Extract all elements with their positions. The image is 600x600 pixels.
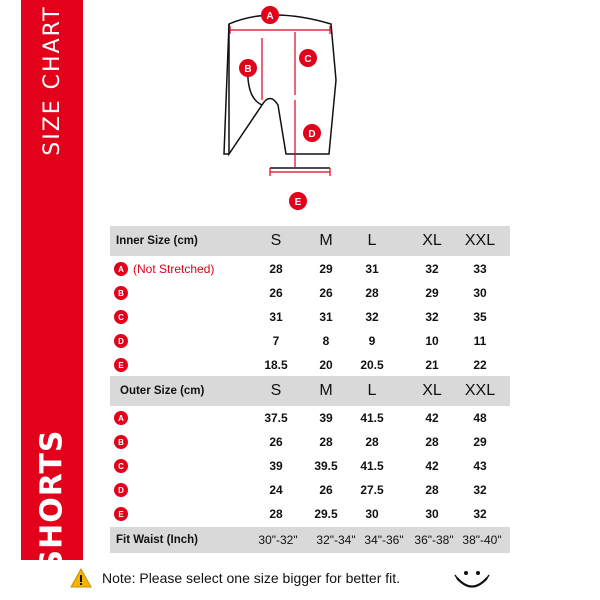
inner-value: 30 (473, 286, 487, 300)
outer-value: 28 (425, 483, 439, 497)
inner-row-label (110, 329, 128, 353)
outer-value: 26 (269, 435, 283, 449)
size-chart-title: SIZE CHART (39, 4, 65, 156)
inner-row-label (110, 353, 128, 377)
outer-value: 42 (425, 411, 439, 425)
inner-value: 11 (473, 334, 487, 348)
outer-header-row (110, 379, 510, 403)
outer-value: 43 (473, 459, 487, 473)
inner-value: 32 (425, 310, 439, 324)
inner-value: 9 (368, 334, 376, 348)
outer-row (110, 502, 510, 526)
outer-value: 28 (425, 435, 439, 449)
marker-d-label: D (308, 129, 316, 140)
outer-value: 39 (319, 411, 333, 425)
inner-row (110, 353, 510, 377)
inner-value: 33 (473, 262, 487, 276)
inner-row-label (110, 257, 214, 281)
note (70, 563, 400, 593)
size-m: M (319, 232, 333, 249)
size-xxl: XXL (464, 382, 496, 399)
size-l: L (367, 382, 377, 399)
outer-row-label (110, 478, 128, 502)
inner-row-label (110, 305, 128, 329)
size-xxl: XXL (464, 232, 496, 249)
outer-row (110, 430, 510, 454)
marker-badge: E (114, 507, 128, 521)
outer-row-label (110, 406, 128, 430)
fit-waist-xl: 36"-38" (414, 533, 454, 547)
inner-row-label (110, 281, 128, 305)
outer-row (110, 406, 510, 430)
outer-value: 28 (269, 507, 283, 521)
inner-value: 20.5 (360, 358, 384, 372)
inner-value: 32 (425, 262, 439, 276)
inner-value: 21 (425, 358, 439, 372)
outer-size-title: Outer Size (cm) (120, 385, 205, 397)
outer-value: 28 (319, 435, 333, 449)
inner-header-row (110, 229, 510, 253)
inner-value: 18.5 (264, 358, 288, 372)
inner-value: 26 (269, 286, 283, 300)
fit-waist-label: Fit Waist (Inch) (116, 534, 198, 546)
outer-value: 29 (473, 435, 487, 449)
marker-e-label: E (294, 197, 302, 208)
outer-row-label (110, 502, 128, 526)
outer-value: 28 (365, 435, 379, 449)
marker-badge: D (114, 334, 128, 348)
marker-badge: B (114, 286, 128, 300)
outer-value: 37.5 (264, 411, 288, 425)
inner-value: 31 (319, 310, 333, 324)
inner-value: 26 (319, 286, 333, 300)
inner-value: 22 (473, 358, 487, 372)
outer-value: 30 (365, 507, 379, 521)
fit-waist-s: 30"-32" (258, 533, 298, 547)
size-s: S (270, 382, 282, 399)
outer-value: 48 (473, 411, 487, 425)
outer-row-label (110, 430, 128, 454)
outer-value: 32 (473, 483, 487, 497)
size-m: M (319, 382, 333, 399)
inner-value: 28 (269, 262, 283, 276)
inner-value: 29 (425, 286, 439, 300)
outer-value: 41.5 (360, 411, 384, 425)
outer-row (110, 454, 510, 478)
note-text: Note: Please select one size bigger for better fit. (102, 570, 401, 586)
marker-b-label: B (244, 64, 252, 75)
outer-value: 26 (319, 483, 333, 497)
inner-value: 8 (322, 334, 330, 348)
outer-value: 39 (269, 459, 283, 473)
marker-badge: B (114, 435, 128, 449)
outer-row (110, 478, 510, 502)
inner-value: 35 (473, 310, 487, 324)
warning-icon (70, 568, 92, 588)
inner-value: 31 (269, 310, 283, 324)
fit-waist-m: 32"-34" (316, 533, 356, 547)
outer-value: 30 (425, 507, 439, 521)
inner-row (110, 281, 510, 305)
marker-a-label: A (266, 11, 274, 22)
outer-value: 42 (425, 459, 439, 473)
shorts-measurement-diagram (200, 0, 360, 220)
inner-value: 28 (365, 286, 379, 300)
inner-row (110, 329, 510, 353)
marker-badge: A (114, 262, 128, 276)
inner-size-title: Inner Size (cm) (116, 235, 198, 247)
outer-value: 39.5 (314, 459, 338, 473)
outer-row-label (110, 454, 128, 478)
inner-value: 10 (425, 334, 439, 348)
not-stretched-note: (Not Stretched) (133, 262, 215, 276)
inner-value: 7 (272, 334, 280, 348)
inner-value: 20 (319, 358, 333, 372)
marker-c-label: C (304, 54, 312, 65)
marker-badge: E (114, 358, 128, 372)
inner-value: 32 (365, 310, 379, 324)
size-l: L (367, 232, 377, 249)
outer-value: 41.5 (360, 459, 384, 473)
size-s: S (270, 232, 282, 249)
smiley-icon (452, 565, 492, 595)
outer-value: 32 (473, 507, 487, 521)
fit-waist-row (110, 528, 510, 552)
inner-value: 31 (365, 262, 379, 276)
marker-badge: C (114, 459, 128, 473)
outer-value: 24 (269, 483, 283, 497)
fit-waist-xxl: 38"-40" (462, 533, 502, 547)
inner-value: 29 (319, 262, 333, 276)
inner-row (110, 305, 510, 329)
marker-badge: A (114, 411, 128, 425)
outer-value: 27.5 (360, 483, 384, 497)
fit-waist-l: 34"-36" (364, 533, 404, 547)
marker-badge: C (114, 310, 128, 324)
outer-value: 29.5 (314, 507, 338, 521)
inner-row (110, 257, 510, 281)
size-xl: XL (422, 382, 442, 399)
size-xl: XL (422, 232, 442, 249)
product-category-label: SHORTS (34, 428, 70, 572)
marker-badge: D (114, 483, 128, 497)
